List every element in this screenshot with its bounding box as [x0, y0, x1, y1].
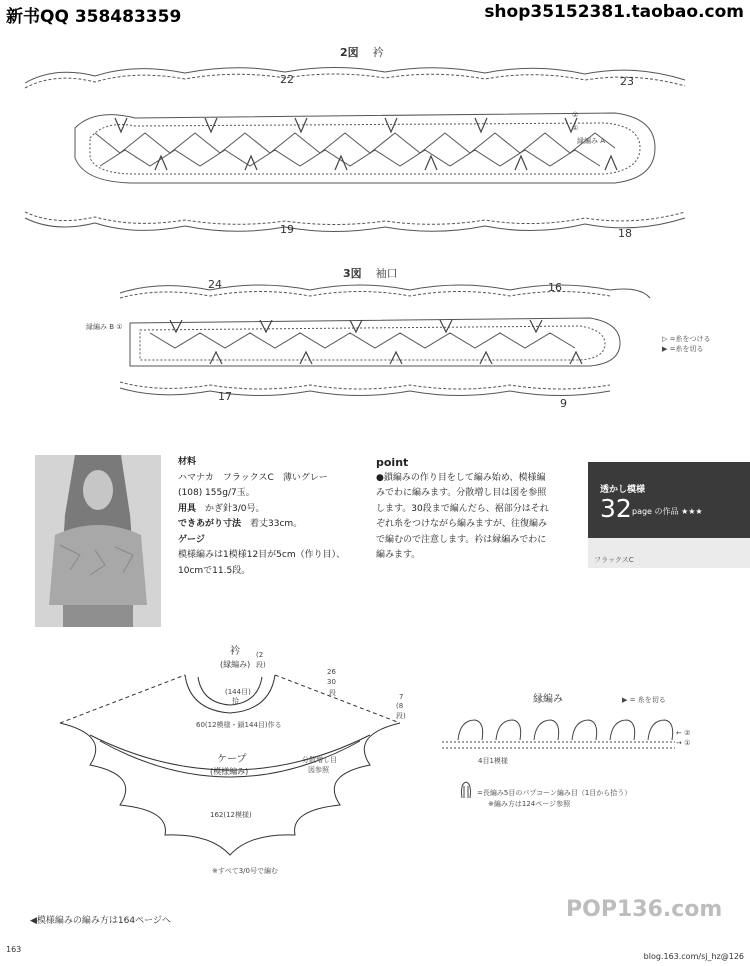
collar-stitch-diagram	[15, 58, 695, 243]
materials-size	[178, 517, 368, 533]
edging-row1: → ①	[676, 739, 691, 747]
edging-title: 縁編み	[533, 694, 563, 705]
cape-edge2: (8	[396, 702, 404, 710]
cape-collar-sub: (縁編み)	[220, 660, 251, 669]
model-photo	[35, 455, 161, 627]
figure3-legend-attach: ▷ =糸をつける	[662, 335, 711, 343]
cape-dist2: 図参照	[308, 766, 329, 774]
bottom-note: ◀模様編みの編み方は164ページへ	[30, 916, 171, 926]
figure2-number-18: 18	[618, 227, 632, 240]
tool-value: かぎ針3/0号。	[205, 503, 265, 514]
figure3-name: 袖口	[375, 267, 398, 280]
cape-edge3: 段)	[396, 712, 406, 720]
materials-heading: 材料	[178, 457, 197, 467]
materials-block	[178, 455, 368, 579]
swatch-label: フラックスC	[594, 556, 634, 564]
edging-ref: ※編み方は124ページ参照	[488, 800, 571, 808]
figure3-pattern-b: 縁編み B ①	[86, 323, 123, 331]
figure3-number-9: 9	[560, 397, 567, 410]
cape-side1: (2	[256, 651, 264, 659]
cape-w3: 段	[329, 689, 336, 697]
model-photo-image	[35, 455, 161, 627]
page-number: 163	[6, 945, 22, 954]
cape-bottom: 162(12模様)	[210, 811, 252, 819]
figure3-number-24: 24	[208, 278, 222, 291]
edging-legend: ▶ = 糸を切る	[622, 696, 666, 704]
badge-number: 32	[600, 494, 632, 523]
pattern-badge	[588, 462, 750, 538]
point-line-3: します。30段まで編んだら、裾部分はそれ	[376, 503, 549, 514]
cape-w2: 30	[327, 678, 336, 686]
cape-name: ケープ	[217, 754, 247, 765]
point-heading: point	[376, 456, 409, 469]
cape-w1: 26	[327, 668, 336, 676]
figure2-row1: ①	[572, 124, 579, 132]
badge-text: page の作品 ★★★	[632, 507, 703, 516]
cape-side2: 段)	[256, 661, 266, 669]
figure3-number-17: 17	[218, 390, 232, 403]
figure3-num: 3図	[343, 267, 362, 280]
point-line-1: ●鎖編みの作り目をして編み始め、模様編	[376, 472, 546, 483]
tool-label: 用具	[178, 503, 197, 514]
figure2-chart	[15, 58, 695, 243]
point-line-2: みでわに編みます。分散増し目は図を参照	[376, 488, 547, 498]
popcorn-stitch-icon	[459, 780, 473, 800]
header-shop: shop35152381.taobao.com	[484, 2, 744, 22]
cape-edge1: 7	[399, 693, 404, 701]
figure2-name: 衿	[372, 46, 384, 59]
cape-caption: 60(12模様・鎖144目)作る	[196, 721, 282, 729]
figure2-number-19: 19	[280, 223, 294, 236]
gauge-line1: 模様編みは1模様12目が5cm（作り目）、	[178, 550, 346, 560]
figure2-number-22: 22	[280, 73, 294, 86]
cape-dist1: 分散増し目	[302, 756, 337, 764]
gauge-label: ゲージ	[178, 534, 205, 545]
materials-tool	[178, 502, 368, 518]
yarn-swatch	[588, 538, 750, 568]
cape-neck: (144目)	[225, 688, 251, 696]
size-label: できあがり寸法	[178, 519, 242, 529]
figure2-pattern-a: 縁編み A	[577, 137, 606, 145]
materials-line2: (108) 155g/7玉。	[178, 488, 255, 498]
cape-neck2: 拾	[232, 697, 239, 705]
figure2-row2: ②	[572, 111, 579, 119]
point-line-5: で編むので注意します。衿は縁編みでわに	[376, 534, 547, 545]
gauge-line2: 10cmで11.5段。	[178, 565, 251, 576]
edging-row2: ← ②	[676, 729, 691, 737]
point-line-4: ぞれ糸をつけながら編みますが、往復編み	[376, 519, 548, 529]
popcorn-stitch-symbol	[459, 780, 473, 800]
edging-stitch-diagram	[440, 710, 680, 760]
footer-url: blog.163.com/sj_hz@126	[643, 952, 744, 961]
edging-repeat: 4目1模様	[478, 757, 508, 765]
figure3-legend-cut: ▶ =糸を切る	[662, 345, 704, 353]
figure2-number-23: 23	[620, 75, 634, 88]
point-line-6: 編みます。	[376, 550, 421, 560]
header-qq: 新书QQ 358483359	[6, 7, 182, 27]
figure3-chart	[110, 278, 655, 408]
cape-note: ※すべて3/0号で編む	[212, 867, 278, 875]
edging-chart	[440, 710, 680, 760]
edging-popcorn: =長編み5目のパプコーン編み目（1目から拾う）	[477, 789, 632, 797]
cape-name-sub: (模様編み)	[210, 767, 249, 776]
figure3-number-16: 16	[548, 281, 562, 294]
materials-line1: ハマナカ フラックスC 薄いグレー	[178, 472, 328, 483]
figure2-num: 2図	[340, 46, 359, 59]
cuff-stitch-diagram	[110, 278, 655, 408]
watermark: POP136.com	[566, 897, 723, 922]
size-value: 着丈33cm。	[250, 519, 303, 529]
badge-title: 透かし模様	[600, 485, 646, 495]
point-block	[376, 455, 566, 564]
cape-collar: 衿	[230, 646, 240, 657]
